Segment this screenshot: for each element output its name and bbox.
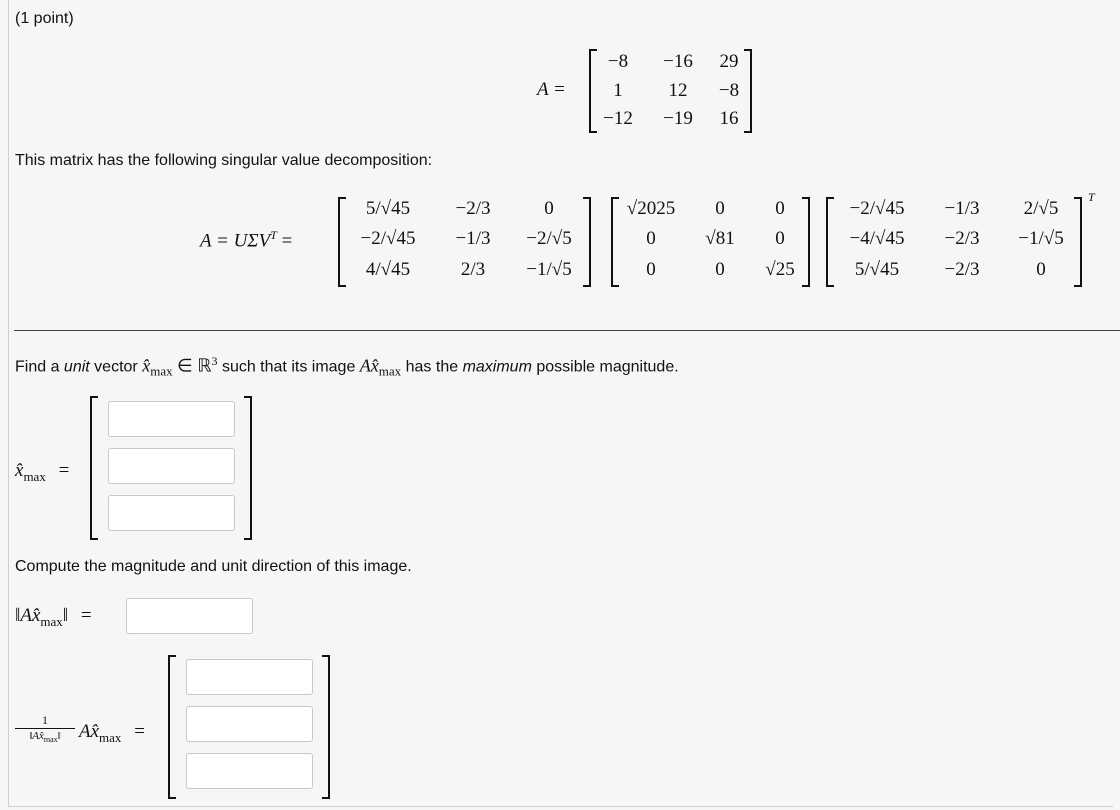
matrix-sigma-cell: √25 <box>765 259 795 280</box>
matrix-a-right-bracket <box>744 49 752 133</box>
matrix-u-cell: 5/√45 <box>365 198 411 219</box>
direction-fraction: 1 $‖Ax̂_{max}‖$ <box>15 714 75 746</box>
xmax-input-3[interactable] <box>108 495 235 531</box>
matrix-a-cell: 29 <box>719 51 739 72</box>
matrix-v-transpose: T <box>1088 190 1095 204</box>
matrix-sigma-cell: 0 <box>715 198 725 219</box>
direction-input-3[interactable] <box>186 753 313 789</box>
xmax-left-bracket <box>90 396 98 540</box>
matrix-a-label: A = <box>537 79 566 100</box>
matrix-a-cell: −19 <box>663 108 693 129</box>
direction-input-2[interactable] <box>186 706 313 742</box>
matrix-a-cell: −16 <box>663 51 693 72</box>
matrix-u-right-bracket <box>583 197 591 287</box>
matrix-sigma-cell: 0 <box>715 259 725 280</box>
divider <box>14 330 1120 331</box>
points-label: (1 point) <box>15 10 74 27</box>
magnitude-label: $‖Ax̂_{max}‖$ = <box>15 605 92 629</box>
xmax-label: $x̂_{max}$ = <box>15 460 70 484</box>
matrix-v-cell: −2/√45 <box>849 198 905 219</box>
matrix-u-cell: 2/3 <box>460 259 486 280</box>
magnitude-input[interactable] <box>126 598 253 634</box>
matrix-sigma-cell: 0 <box>775 198 785 219</box>
matrix-u-cell: 0 <box>544 198 554 219</box>
matrix-u-cell: −2/3 <box>455 198 491 219</box>
matrix-u-cell: 4/√45 <box>365 259 411 280</box>
matrix-a-left-bracket <box>589 49 597 133</box>
matrix-v-right-bracket <box>1074 197 1082 287</box>
matrix-u-left-bracket <box>338 197 346 287</box>
matrix-sigma-cell: 0 <box>646 259 656 280</box>
matrix-u-cell: −2/√45 <box>360 228 416 249</box>
direction-left-bracket <box>168 655 176 799</box>
xmax-right-bracket <box>244 396 252 540</box>
direction-right-bracket <box>322 655 330 799</box>
direction-input-1[interactable] <box>186 659 313 695</box>
matrix-v-cell: −2/3 <box>944 259 980 280</box>
question-2: Compute the magnitude and unit direction of this image. <box>15 558 412 575</box>
matrix-sigma-cell: √2025 <box>626 198 676 219</box>
direction-label: $Ax̂_{max}$ = <box>79 721 145 745</box>
matrix-u-cell: −1/√5 <box>526 259 572 280</box>
question-1: Find a unit vector $x̂_{max}$ ∈ ℝ$^3$ such that its image $Ax̂_{max}$ has the maximum possible magnitude. <box>15 354 679 379</box>
matrix-a-cell: −12 <box>603 108 633 129</box>
matrix-u-cell: −1/3 <box>455 228 491 249</box>
matrix-sigma-left-bracket <box>611 197 619 287</box>
matrix-a-cell: −8 <box>607 51 629 72</box>
matrix-v-cell: −1/3 <box>944 198 980 219</box>
matrix-v-cell: 2/√5 <box>1023 198 1059 219</box>
matrix-sigma-cell: 0 <box>775 228 785 249</box>
xmax-input-1[interactable] <box>108 401 235 437</box>
matrix-sigma-cell: √81 <box>705 228 735 249</box>
matrix-v-cell: −4/√45 <box>849 228 905 249</box>
matrix-v-cell: −1/√5 <box>1018 228 1064 249</box>
matrix-v-cell: 0 <box>1036 259 1046 280</box>
svd-intro: This matrix has the following singular value decomposition: <box>15 152 433 169</box>
matrix-a-cell: −8 <box>718 80 740 101</box>
matrix-sigma-right-bracket <box>802 197 810 287</box>
matrix-v-cell: 5/√45 <box>854 259 900 280</box>
matrix-v-left-bracket <box>826 197 834 287</box>
matrix-a-cell: 12 <box>668 80 688 101</box>
matrix-u-cell: −2/√5 <box>526 228 572 249</box>
matrix-a-cell: 16 <box>719 108 739 129</box>
svd-lhs: $A = U\Sigma V^T$ = <box>200 228 293 252</box>
xmax-input-2[interactable] <box>108 448 235 484</box>
matrix-v-cell: −2/3 <box>944 228 980 249</box>
matrix-sigma-cell: 0 <box>646 228 656 249</box>
matrix-a-cell: 1 <box>613 80 623 101</box>
